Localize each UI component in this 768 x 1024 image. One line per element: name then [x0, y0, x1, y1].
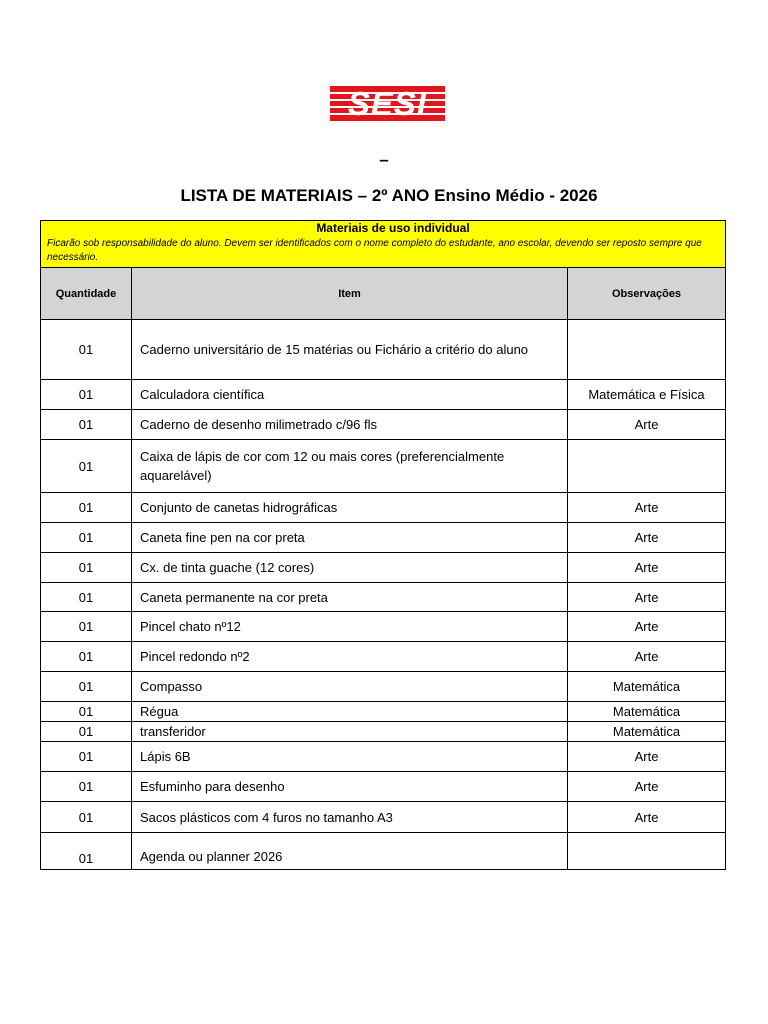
- table-row: [41, 722, 726, 742]
- table-row: [41, 612, 726, 642]
- item-cell: Régua: [132, 702, 568, 722]
- notes-cell: Arte: [568, 493, 726, 523]
- materials-table: [40, 220, 726, 870]
- notes-cell: Matemática: [568, 672, 726, 702]
- item-cell: Compasso: [132, 672, 568, 702]
- item-cell: Pincel chato nº12: [132, 612, 568, 642]
- table-row: [41, 642, 726, 672]
- item-cell: Esfuminho para desenho: [132, 772, 568, 802]
- banner-row: [41, 221, 726, 268]
- notes-cell: Matemática: [568, 722, 726, 742]
- notes-cell: Arte: [568, 742, 726, 772]
- qty-cell: 01: [41, 523, 132, 553]
- table-row: [41, 380, 726, 410]
- notes-cell: Arte: [568, 802, 726, 833]
- notes-cell: Arte: [568, 583, 726, 612]
- table-row: [41, 772, 726, 802]
- qty-cell: 01: [41, 553, 132, 583]
- qty-cell: 01: [41, 642, 132, 672]
- qty-cell: 01: [41, 583, 132, 612]
- sesi-logo: [330, 86, 445, 121]
- notes-cell: Arte: [568, 612, 726, 642]
- table-row: [41, 493, 726, 523]
- notes-cell: Arte: [568, 553, 726, 583]
- table-row: [41, 553, 726, 583]
- qty-cell: 01: [41, 742, 132, 772]
- qty-cell: 01: [41, 672, 132, 702]
- notes-cell: Matemática e Física: [568, 380, 726, 410]
- notes-cell: Arte: [568, 772, 726, 802]
- item-cell: Agenda ou planner 2026: [132, 833, 568, 870]
- column-header-quantity: Quantidade: [41, 268, 132, 320]
- item-cell: Cx. de tinta guache (12 cores): [132, 553, 568, 583]
- item-cell: Caderno de desenho milimetrado c/96 fls: [132, 410, 568, 440]
- notes-cell: Arte: [568, 642, 726, 672]
- qty-cell: 01: [41, 702, 132, 722]
- table-row: [41, 523, 726, 553]
- qty-cell: 01: [41, 493, 132, 523]
- notes-cell: [568, 440, 726, 493]
- notes-cell: Arte: [568, 523, 726, 553]
- qty-cell: 01: [41, 380, 132, 410]
- column-header-item: Item: [132, 268, 568, 320]
- table-row: [41, 833, 726, 870]
- dash-mark: –: [379, 150, 389, 169]
- logo-text: SESI: [347, 86, 428, 121]
- qty-cell: 01: [41, 320, 132, 380]
- page-title: LISTA DE MATERIAIS – 2º ANO Ensino Médio - 2026: [180, 186, 598, 205]
- qty-cell: 01: [41, 802, 132, 833]
- item-cell: Caneta permanente na cor preta: [132, 583, 568, 612]
- item-cell: Conjunto de canetas hidrográficas: [132, 493, 568, 523]
- table-row: [41, 320, 726, 380]
- notes-cell: Arte: [568, 410, 726, 440]
- item-cell: Lápis 6B: [132, 742, 568, 772]
- table-row: [41, 802, 726, 833]
- banner-title: Materiais de uso individual: [316, 221, 470, 235]
- qty-cell: 01: [41, 833, 132, 870]
- item-cell: Calculadora científica: [132, 380, 568, 410]
- qty-cell: 01: [41, 410, 132, 440]
- table-row: [41, 410, 726, 440]
- item-cell: Caixa de lápis de cor com 12 ou mais cores (preferencialmente aquarelável): [132, 440, 568, 493]
- qty-cell: 01: [41, 722, 132, 742]
- table-row: [41, 702, 726, 722]
- item-cell: transferidor: [132, 722, 568, 742]
- table-row: [41, 583, 726, 612]
- notes-cell: [568, 833, 726, 870]
- item-cell: Sacos plásticos com 4 furos no tamanho A3: [132, 802, 568, 833]
- notes-cell: [568, 320, 726, 380]
- notes-cell: Matemática: [568, 702, 726, 722]
- qty-cell: 01: [41, 440, 132, 493]
- table-row: [41, 440, 726, 493]
- column-header-notes: Observações: [568, 268, 726, 320]
- table-row: [41, 672, 726, 702]
- item-cell: Caneta fine pen na cor preta: [132, 523, 568, 553]
- item-cell: Pincel redondo nº2: [132, 642, 568, 672]
- qty-cell: 01: [41, 772, 132, 802]
- header-row: [41, 268, 726, 320]
- item-cell: Caderno universitário de 15 matérias ou Fichário a critério do aluno: [132, 320, 568, 380]
- qty-cell: 01: [41, 612, 132, 642]
- table-row: [41, 742, 726, 772]
- banner-subtitle: Ficarão sob responsabilidade do aluno. Devem ser identificados com o nome completo do estudante, ano escolar, devendo ser reposto sempre que necessário.: [47, 238, 702, 263]
- banner-cell: [41, 221, 726, 268]
